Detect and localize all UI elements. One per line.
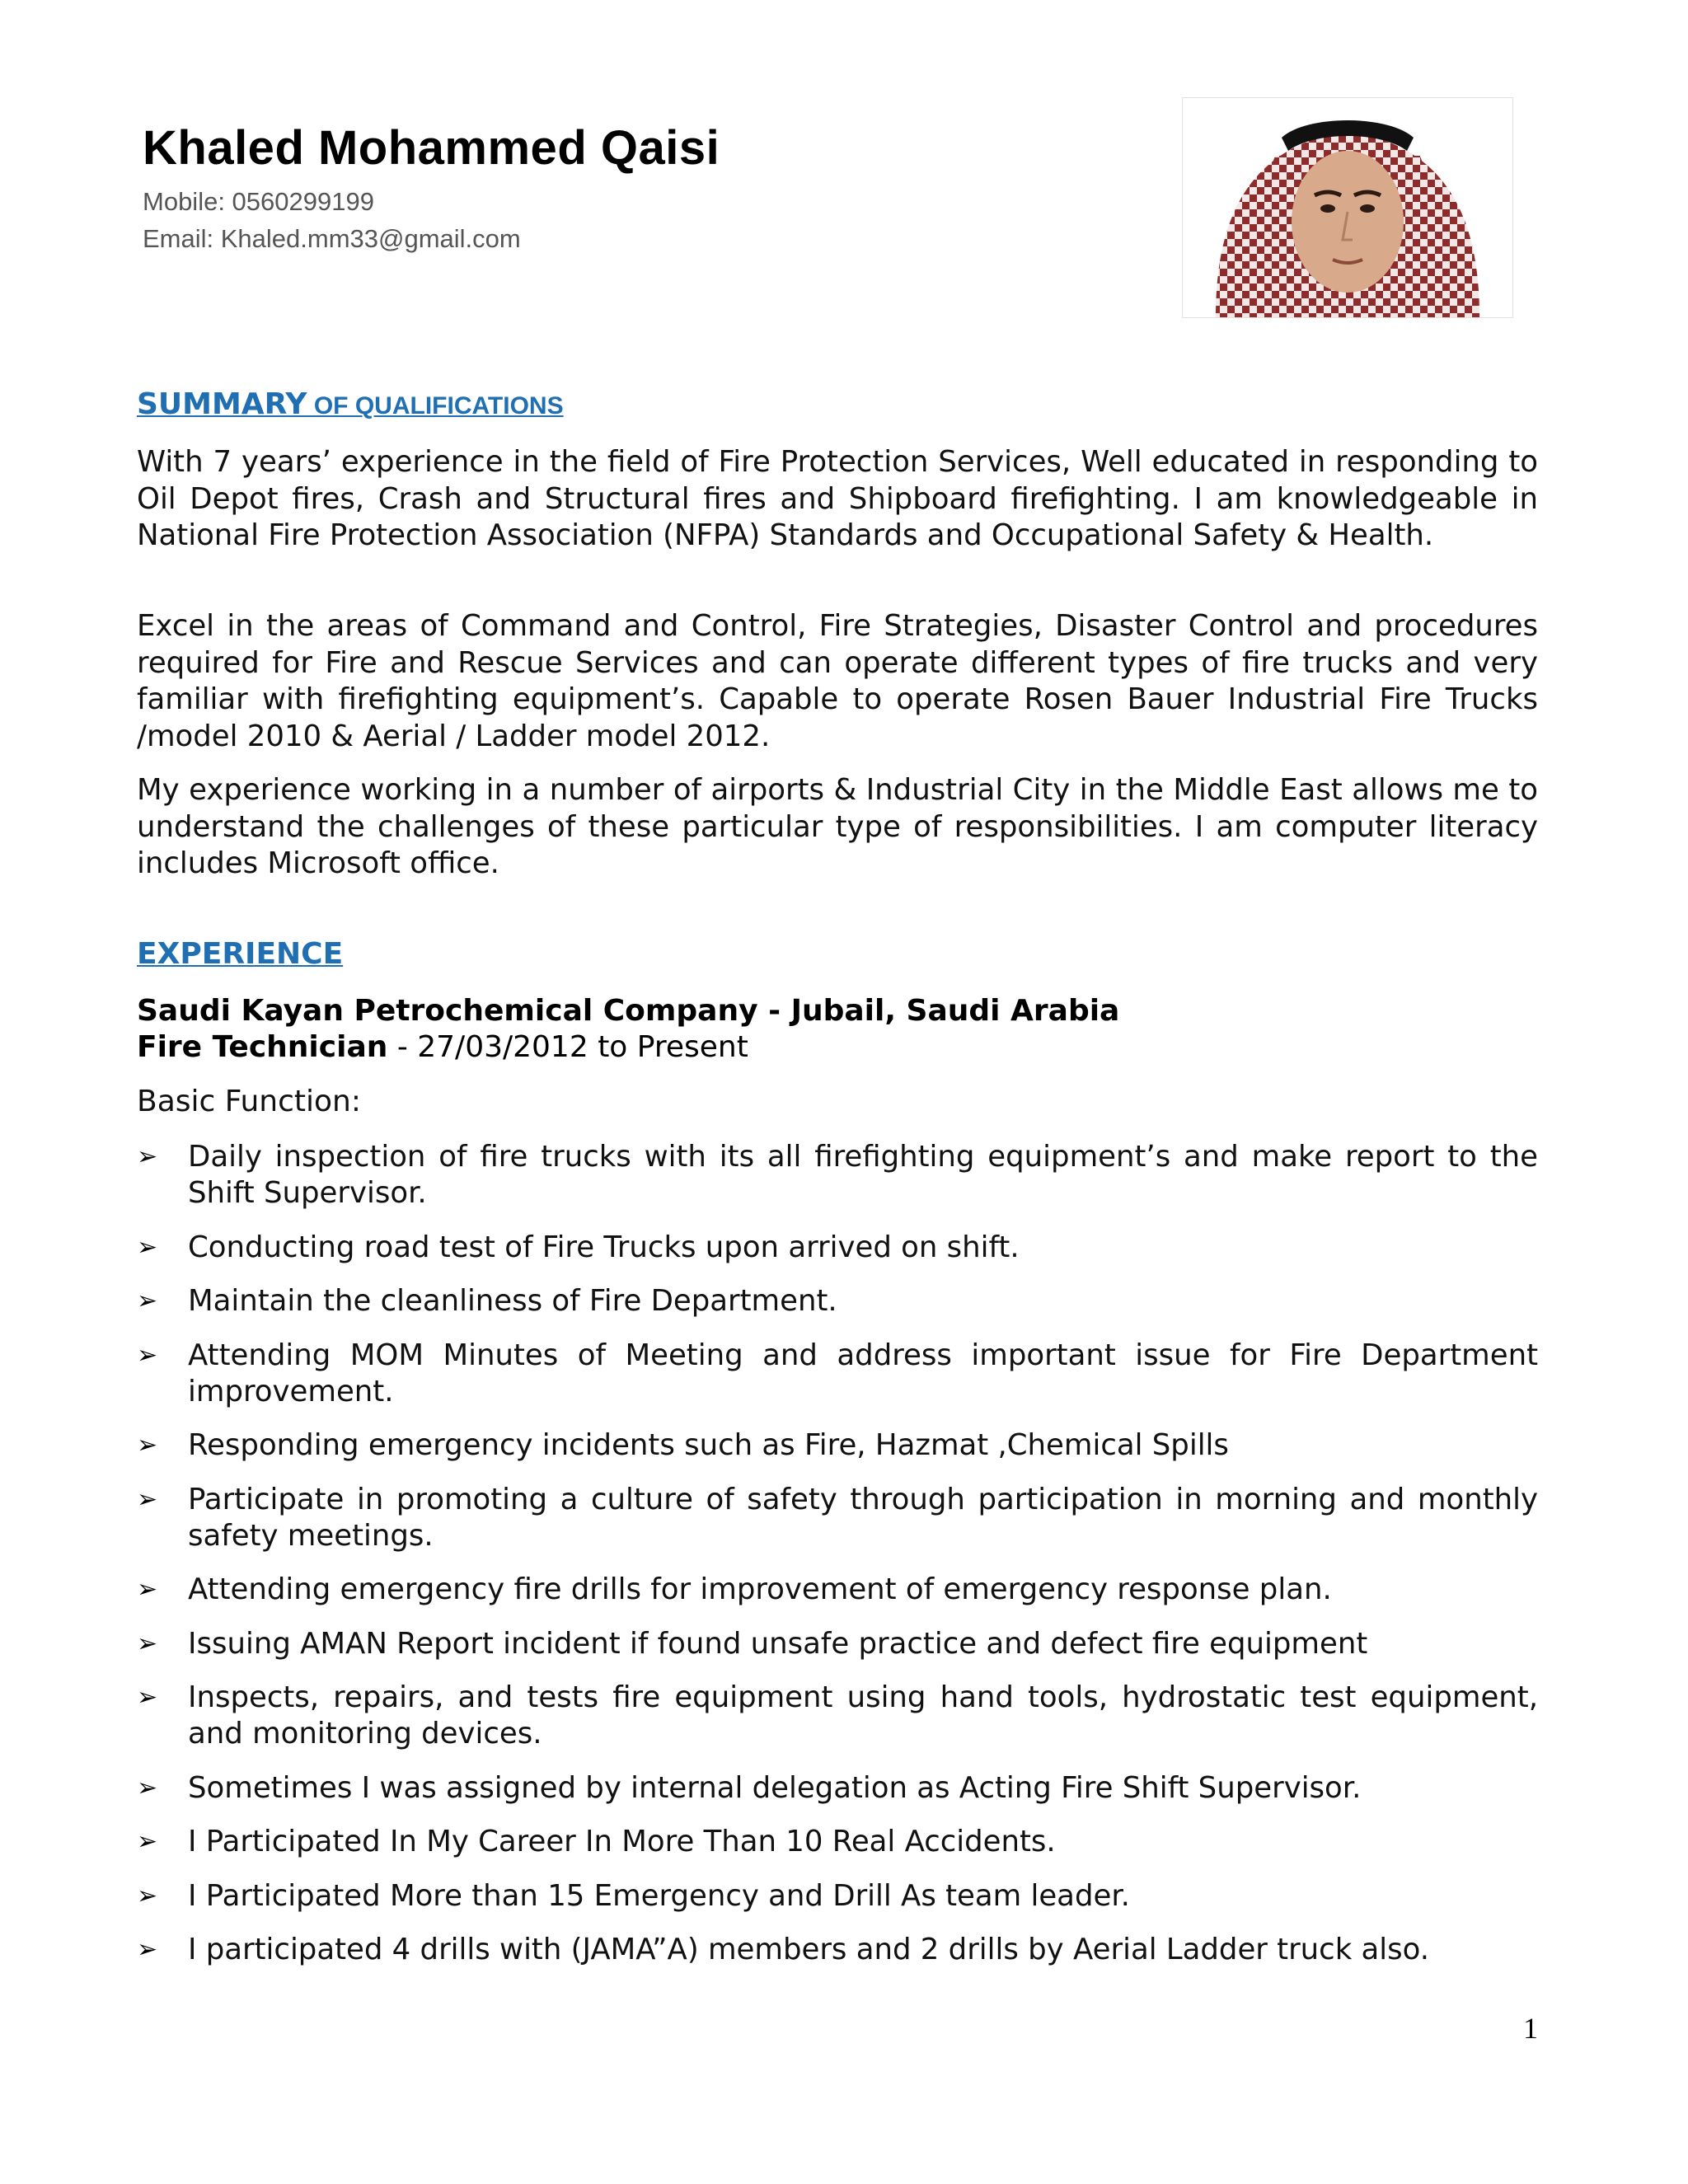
experience-heading: [137, 937, 343, 971]
list-item-text: Responding emergency incidents such as Fire, Hazmat ,Chemical Spills: [188, 1428, 1229, 1462]
job-title-line: [137, 1030, 748, 1064]
list-item: [137, 1482, 1538, 1554]
list-item: [137, 1824, 1538, 1860]
list-item-text: I Participated In My Career In More Than 10 Real Accidents.: [188, 1825, 1056, 1858]
list-item: [137, 1932, 1538, 1968]
list-item-text: I Participated More than 15 Emergency and Drill As team leader.: [188, 1878, 1130, 1913]
summary-paragraph: My experience working in a number of airports & Industrial City in the Middle East allows me to understand the challenges of these particular type of responsibilities. I am computer literacy includes Microsoft office.: [137, 773, 1538, 880]
summary-paragraph: Excel in the areas of Command and Control, Fire Strategies, Disaster Control and procedures required for Fire and Rescue Services and can operate different types of fire trucks and very familiar with firefighting equipment’s. Capable to operate Rosen Bauer Industrial Fire Trucks /model 2010 & Aerial / Ladder model 2012.: [137, 609, 1538, 753]
list-item-text: Daily inspection of fire trucks with its all firefighting equipment’s and make report to the Shift Supervisor.: [188, 1140, 1538, 1210]
list-item: [137, 1680, 1538, 1752]
portrait-illustration: [1183, 98, 1512, 317]
arrow-bullet-icon: ➢: [137, 1575, 158, 1604]
summary-heading: [137, 387, 564, 421]
experience-heading-text: EXPERIENCE: [137, 937, 344, 971]
arrow-bullet-icon: ➢: [137, 1484, 158, 1514]
list-item: [137, 1139, 1538, 1212]
arrow-bullet-icon: ➢: [137, 1232, 158, 1262]
applicant-name: Khaled Mohammed Qaisi: [143, 121, 720, 175]
list-item-text: I participated 4 drills with (JAMA”A) members and 2 drills by Aerial Ladder truck also.: [188, 1933, 1430, 1966]
list-item-text: Attending emergency fire drills for improvement of emergency response plan.: [188, 1572, 1332, 1606]
arrow-bullet-icon: ➢: [137, 1286, 158, 1315]
job-title: Fire Technician: [137, 1030, 388, 1064]
arrow-bullet-icon: ➢: [137, 1827, 158, 1856]
page-number: 1: [1523, 2012, 1538, 2045]
arrow-bullet-icon: ➢: [137, 1683, 158, 1712]
list-item-text: Maintain the cleanliness of Fire Department.: [188, 1284, 837, 1318]
list-item-text: Issuing AMAN Report incident if found unsafe practice and defect fire equipment: [188, 1626, 1368, 1661]
summary-heading-main: SUMMARY: [137, 387, 307, 421]
arrow-bullet-icon: ➢: [137, 1431, 158, 1460]
arrow-bullet-icon: ➢: [137, 1773, 158, 1802]
duties-list: [137, 1139, 1538, 1986]
list-item: [137, 1770, 1538, 1807]
list-item: [137, 1230, 1538, 1266]
list-item: [137, 1572, 1538, 1608]
mobile-number: Mobile: 0560299199: [143, 187, 374, 216]
job-dates: - 27/03/2012 to Present: [387, 1030, 748, 1064]
profile-photo: [1182, 97, 1513, 318]
list-item-text: Participate in promoting a culture of safety through participation in morning and monthly safety meetings.: [188, 1482, 1538, 1553]
arrow-bullet-icon: ➢: [137, 1340, 158, 1370]
list-item: [137, 1626, 1538, 1662]
company-name: Saudi Kayan Petrochemical Company - Jubail, Saudi Arabia: [137, 994, 1120, 1028]
summary-heading-rest: OF QUALIFICATIONS: [307, 392, 564, 419]
arrow-bullet-icon: ➢: [137, 1881, 158, 1910]
list-item-text: Inspects, repairs, and tests fire equipment using hand tools, hydrostatic test equipment, and monitoring devices.: [188, 1680, 1538, 1750]
list-item-text: Sometimes I was assigned by internal delegation as Acting Fire Shift Supervisor.: [188, 1770, 1362, 1805]
list-item: [137, 1427, 1538, 1464]
list-item-text: Conducting road test of Fire Trucks upon arrived on shift.: [188, 1230, 1020, 1264]
summary-paragraph: With 7 years’ experience in the field of Fire Protection Services, Well educated in responding to Oil Depot fires, Crash and Structural fires and Shipboard firefighting. I am knowledgeable in National Fire Protection Association (NFPA) Standards and Occupational Safety & Health.: [137, 445, 1538, 552]
arrow-bullet-icon: ➢: [137, 1142, 158, 1171]
basic-function-label: Basic Function:: [137, 1085, 362, 1118]
list-item-text: Attending MOM Minutes of Meeting and address important issue for Fire Department improvement.: [188, 1338, 1538, 1408]
arrow-bullet-icon: ➢: [137, 1629, 158, 1658]
list-item: [137, 1878, 1538, 1915]
list-item: [137, 1283, 1538, 1319]
list-item: [137, 1338, 1538, 1410]
arrow-bullet-icon: ➢: [137, 1935, 158, 1964]
email-address: Email: Khaled.mm33@gmail.com: [143, 224, 521, 253]
